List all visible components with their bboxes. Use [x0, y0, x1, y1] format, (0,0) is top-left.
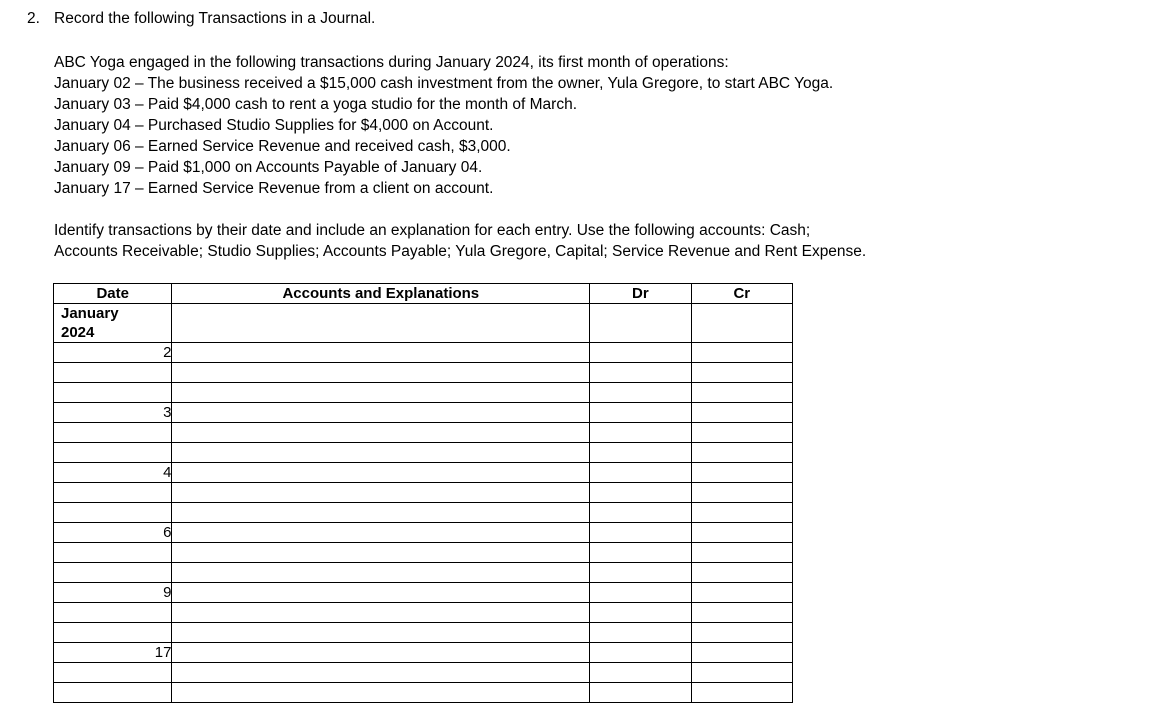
header-cr: Cr — [691, 284, 792, 304]
instructions — [54, 220, 866, 262]
day-cell — [54, 383, 172, 403]
day-cell — [54, 683, 172, 703]
dr-cell[interactable] — [590, 583, 691, 603]
header-dr: Dr — [590, 284, 691, 304]
journal-row — [54, 403, 793, 423]
dr-cell[interactable] — [590, 383, 691, 403]
question-title: Record the following Transactions in a Journal. — [54, 10, 376, 27]
cr-cell[interactable] — [691, 363, 792, 383]
cr-cell[interactable] — [691, 603, 792, 623]
cr-cell[interactable] — [691, 304, 792, 343]
month-row — [54, 304, 793, 343]
accounts-cell[interactable] — [172, 643, 590, 663]
day-cell — [54, 363, 172, 383]
day-cell: 2 — [54, 343, 172, 363]
month-cell — [54, 304, 172, 343]
journal-row — [54, 503, 793, 523]
cr-cell[interactable] — [691, 483, 792, 503]
dr-cell[interactable] — [590, 503, 691, 523]
journal-row — [54, 603, 793, 623]
accounts-cell[interactable] — [172, 403, 590, 423]
cr-cell[interactable] — [691, 443, 792, 463]
day-cell — [54, 483, 172, 503]
journal-row — [54, 423, 793, 443]
transaction-line: January 02 – The business received a $15,000 cash investment from the owner, Yula Gregore, to start ABC Yoga. — [54, 75, 834, 92]
dr-cell[interactable] — [590, 683, 691, 703]
header-date: Date — [54, 284, 172, 304]
cr-cell[interactable] — [691, 683, 792, 703]
journal-header-row — [54, 284, 793, 304]
accounts-cell[interactable] — [172, 543, 590, 563]
cr-cell[interactable] — [691, 663, 792, 683]
day-cell — [54, 663, 172, 683]
journal-row — [54, 643, 793, 663]
month-name: January — [61, 305, 119, 322]
journal-row — [54, 343, 793, 363]
journal-row — [54, 663, 793, 683]
cr-cell[interactable] — [691, 543, 792, 563]
accounts-cell[interactable] — [172, 483, 590, 503]
day-cell — [54, 423, 172, 443]
cr-cell[interactable] — [691, 403, 792, 423]
accounts-cell[interactable] — [172, 503, 590, 523]
day-cell: 17 — [54, 643, 172, 663]
transaction-line: January 17 – Earned Service Revenue from a client on account. — [54, 180, 494, 197]
day-cell — [54, 603, 172, 623]
journal-row — [54, 543, 793, 563]
transaction-line: January 06 – Earned Service Revenue and received cash, $3,000. — [54, 138, 511, 155]
month-year: 2024 — [61, 324, 95, 341]
question-heading — [27, 10, 375, 28]
cr-cell[interactable] — [691, 623, 792, 643]
cr-cell[interactable] — [691, 523, 792, 543]
journal-row — [54, 443, 793, 463]
accounts-cell[interactable] — [172, 623, 590, 643]
intro-lead: ABC Yoga engaged in the following transactions during January 2024, its first month of operations: — [54, 54, 729, 71]
dr-cell[interactable] — [590, 363, 691, 383]
journal-row — [54, 623, 793, 643]
instructions-line-2: Accounts Receivable; Studio Supplies; Accounts Payable; Yula Gregore, Capital; Service Revenue and Rent Expense. — [54, 243, 867, 260]
cr-cell[interactable] — [691, 503, 792, 523]
day-cell — [54, 623, 172, 643]
accounts-cell[interactable] — [172, 683, 590, 703]
journal-table — [53, 283, 793, 703]
dr-cell[interactable] — [590, 443, 691, 463]
question-number: 2. — [27, 10, 40, 27]
cr-cell[interactable] — [691, 563, 792, 583]
transaction-line: January 04 – Purchased Studio Supplies for $4,000 on Account. — [54, 117, 494, 134]
journal-row — [54, 563, 793, 583]
accounts-cell[interactable] — [172, 523, 590, 543]
dr-cell[interactable] — [590, 603, 691, 623]
accounts-cell[interactable] — [172, 443, 590, 463]
journal-row — [54, 483, 793, 503]
dr-cell[interactable] — [590, 523, 691, 543]
accounts-cell[interactable] — [172, 343, 590, 363]
accounts-cell[interactable] — [172, 563, 590, 583]
accounts-cell[interactable] — [172, 304, 590, 343]
transactions-description — [54, 52, 833, 199]
day-cell — [54, 503, 172, 523]
journal-row — [54, 383, 793, 403]
day-cell: 3 — [54, 403, 172, 423]
instructions-line-1: Identify transactions by their date and include an explanation for each entry. Use the following accounts: Cash; — [54, 222, 811, 239]
journal-row — [54, 463, 793, 483]
header-accounts: Accounts and Explanations — [172, 284, 590, 304]
cr-cell[interactable] — [691, 463, 792, 483]
transaction-line: January 09 – Paid $1,000 on Accounts Payable of January 04. — [54, 159, 483, 176]
accounts-cell[interactable] — [172, 423, 590, 443]
accounts-cell[interactable] — [172, 603, 590, 623]
day-cell: 6 — [54, 523, 172, 543]
day-cell: 9 — [54, 583, 172, 603]
dr-cell[interactable] — [590, 423, 691, 443]
cr-cell[interactable] — [691, 643, 792, 663]
journal-row — [54, 683, 793, 703]
cr-cell[interactable] — [691, 423, 792, 443]
dr-cell[interactable] — [590, 463, 691, 483]
accounts-cell[interactable] — [172, 583, 590, 603]
cr-cell[interactable] — [691, 343, 792, 363]
day-cell — [54, 543, 172, 563]
accounts-cell[interactable] — [172, 663, 590, 683]
dr-cell[interactable] — [590, 543, 691, 563]
dr-cell[interactable] — [590, 663, 691, 683]
accounts-cell[interactable] — [172, 363, 590, 383]
dr-cell[interactable] — [590, 483, 691, 503]
dr-cell[interactable] — [590, 403, 691, 423]
day-cell — [54, 563, 172, 583]
dr-cell[interactable] — [590, 563, 691, 583]
cr-cell[interactable] — [691, 383, 792, 403]
journal-row — [54, 363, 793, 383]
dr-cell[interactable] — [590, 343, 691, 363]
accounts-cell[interactable] — [172, 463, 590, 483]
dr-cell[interactable] — [590, 643, 691, 663]
journal-row — [54, 523, 793, 543]
accounts-cell[interactable] — [172, 383, 590, 403]
journal-row — [54, 583, 793, 603]
day-cell — [54, 443, 172, 463]
dr-cell[interactable] — [590, 304, 691, 343]
dr-cell[interactable] — [590, 623, 691, 643]
day-cell: 4 — [54, 463, 172, 483]
transaction-line: January 03 – Paid $4,000 cash to rent a yoga studio for the month of March. — [54, 96, 578, 113]
cr-cell[interactable] — [691, 583, 792, 603]
